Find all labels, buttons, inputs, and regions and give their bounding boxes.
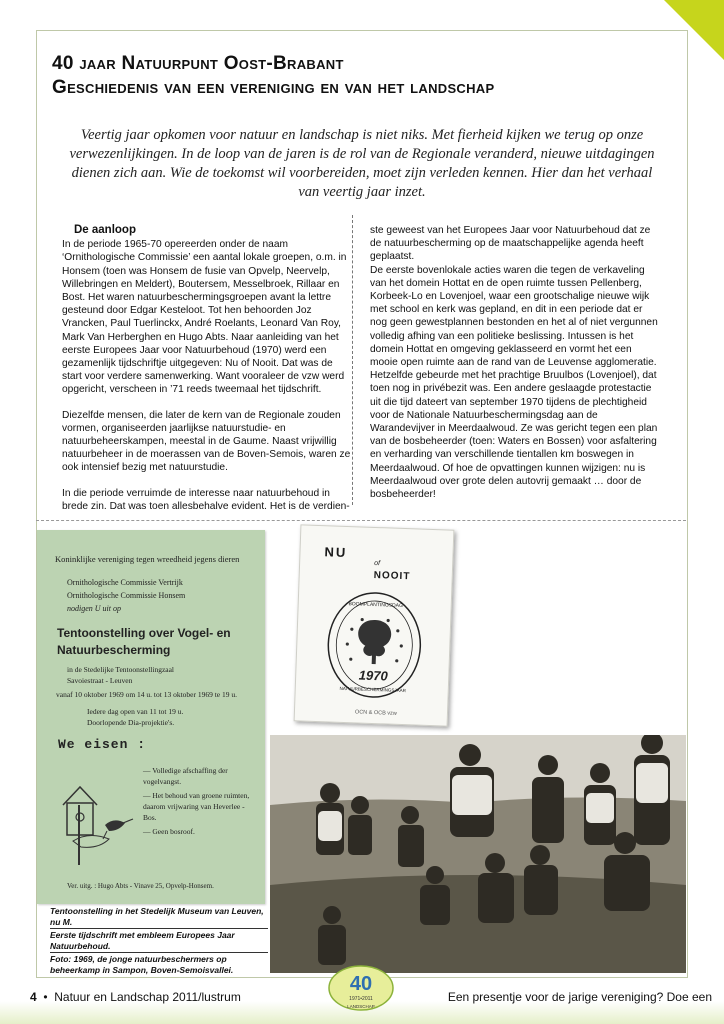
poster-dates: vanaf 10 oktober 1969 om 14 u. tot 13 oktober 1969 te 19 u. xyxy=(56,690,238,699)
poster-commissions xyxy=(67,576,185,602)
intro-paragraph: Veertig jaar opkomen voor natuur en landschap is niet niks. Met fierheid kijken we terug op onze verwezenlijkingen. In de loop van de jaren is de rol van de Regionale veranderd, nieuwe uitdagingen dienen zich aan. Wie de toekomst wil voorbereiden, moet zijn verleden kennen. Hier dan het verhaal van veertig jaar inzet. xyxy=(69,127,655,200)
section-divider xyxy=(36,520,686,521)
birdhouse-icon xyxy=(59,765,139,865)
photo-figures xyxy=(270,735,686,973)
poster-demands-title: We eisen : xyxy=(58,737,147,752)
article-paragraph: Diezelfde mensen, die later de kern van de Regionale zouden vormen, organiseerden jaarlijkse natuurstudie- en natuurbeheerskampen, meestal in de Gaume. Naast vrijwillig natuurbeheer in de moerassen van de Boven-Semois, waren ze ook intensief bezig met natuurstudie. xyxy=(62,409,351,474)
poster-venue-1: in de Stedelijke Tentoonstellingzaal xyxy=(67,665,175,674)
poster-org: Koninklijke vereniging tegen wreedheid jegens dieren xyxy=(55,554,240,564)
cover-title-nu: NU xyxy=(324,544,348,561)
article-column-left xyxy=(62,224,354,525)
cover-footer: OCN & OCB vzw xyxy=(354,709,397,717)
logo-number: 40 xyxy=(349,973,373,995)
poster-demands xyxy=(143,765,255,840)
article-column-right xyxy=(370,224,662,513)
cover-year: 1970 xyxy=(358,667,388,684)
page-footer xyxy=(0,973,724,1024)
logo-text: LANDSCHAP xyxy=(347,1004,375,1009)
poster-demand-2: — Het behoud van groene ruimten, daarom vrijwaring van Heverlee - Bos. xyxy=(143,791,250,822)
publication-name: Natuur en Landschap 2011/lustrum xyxy=(54,990,241,1004)
poster-invite: nodigen U uit op xyxy=(67,604,121,613)
cover-title-of: of xyxy=(374,559,381,568)
magazine-cover xyxy=(294,524,455,726)
section-heading: De aanloop xyxy=(74,224,136,236)
bullet-separator: • xyxy=(40,990,51,1004)
emblem-ring-top: BOOMPLANTINGSDAG xyxy=(348,601,404,609)
emblem-ring-bottom: NATUURBESCHERMINGSJAAR xyxy=(339,685,407,694)
exhibition-poster xyxy=(37,530,265,904)
poster-demand-1: — Volledige afschaffing der vogelvangst. xyxy=(143,766,228,786)
anniversary-logo xyxy=(326,958,396,1014)
title-line-1: 40 jaar Natuurpunt Oost-Brabant xyxy=(52,53,344,74)
poster-commission-1: Ornithologische Commissie Vertrijk xyxy=(67,578,183,587)
poster-open xyxy=(87,706,183,728)
logo-years: 1971•2011 xyxy=(349,996,373,1002)
photo-captions xyxy=(50,906,268,977)
poster-demand-3: — Geen bosroof. xyxy=(143,827,195,836)
poster-venue-2: Savoiestraat - Leuven xyxy=(67,676,133,685)
poster-open-2: Doorlopende Dia-projektie's. xyxy=(87,718,175,727)
poster-title xyxy=(57,625,231,659)
poster-title-1: Tentoonstelling over Vogel- en xyxy=(57,626,231,640)
poster-publisher: Ver. uitg. : Hugo Abts - Vinave 25, Opvelp-Honsem. xyxy=(67,882,214,890)
footer-continuation: Een presentje voor de jarige vereniging? Doe een xyxy=(447,990,712,1004)
title-line-2: Geschiedenis van een vereniging en van het landschap xyxy=(52,77,495,98)
article-paragraph: De eerste bovenlokale acties waren die tegen de verkaveling van het domein Hottat en de open ruimte tussen Pellenberg, Korbeek-Lo en Lovenjoel, waar een grootschalige nieuwe wijk met school en kerk was gepland, en dit in een periode dat er nog geen gewestplannen bestonden en het al of niet vergunnen volledig afhing van een politieke beslissing. Intussen is het domein Hottat en omgeving geklasseerd en vormt het een mooie open ruimte aan de rand van de Leuvense agglomeratie. Hetzelfde gebeurde met het prachtige Bruulbos (Lovenjoel), dat toen nog in privébezit was. Een andere geslaagde protestactie uit die tijd dateert van september 1970 tijdens de plechtigheid voor de Nationale Natuurbeschermingsdag aan de Warandevijver in Meerdaalwoud. Ze was gericht tegen een plan van de bosbeheerder (toen: Waters en Bossen) voor asfaltering en verharding van verschillende tientallen km boswegen in Meerdaalwoud. Of hoe de opvattingen kunnen wijzigen: nu is Meerdaalwoud over grote delen autovrij gemaakt … door de bosbeheerder! xyxy=(370,264,658,501)
poster-commission-2: Ornithologische Commissie Honsem xyxy=(67,591,186,600)
caption-item: Foto: 1969, de jonge natuurbeschermers op beheerkamp in Sampon, Boven-Semoisvallei. xyxy=(50,954,234,975)
european-conservation-year-emblem xyxy=(323,588,425,701)
article-paragraph: In die periode verruimde de interesse naar natuurbehoud in brede zin. Dat was toen allesbehalve evident. Het is de verdien- xyxy=(62,487,350,512)
poster-title-2: Natuurbescherming xyxy=(57,643,171,657)
poster-venue xyxy=(67,664,174,686)
page-title xyxy=(52,52,692,100)
group-photo-1969 xyxy=(270,735,686,973)
article-paragraph: ste geweest van het Europees Jaar voor Natuurbehoud dat ze de natuurbescherming op de maatschappelijke agenda heeft geplaatst. xyxy=(370,225,651,263)
article-paragraph: In de periode 1965-70 opereerden onder de naam ‘Ornithologische Commissie’ een aantal lokale groepen, o.m. in Honsem (toen was Honsem de fusie van Opvelp, Neervelp, Willebringen en Meldert), Boutersem, Messelbroek, Rillaar en Bost. Het waren natuurbeschermingsgroepen avant la lettre gesteund door Edgar Kesteloot. Tot hen behoorden Joz Vrancken, Paul Tuerlinckx, André Roelants, Leonard Van Roy, Mark Van Herberghen en Hugo Abts. Naar aanleiding van het eerste Europees Jaar voor Natuurbehoud (1970) werd een gezamenlijk tijdschriftje uitgegeven: Nu of Nooit. Dat was de start voor verdere samenwerking. Want vooraleer de vzw werd opgericht, verscheen in ’71 reeds tweemaal het tijdschrift. xyxy=(62,239,347,396)
caption-item: Eerste tijdschrift met embleem Europees Jaar Natuurbehoud. xyxy=(50,930,268,953)
caption-item: Tentoonstelling in het Stedelijk Museum van Leuven, nu M. xyxy=(50,906,268,929)
cover-title-nooit: NOOIT xyxy=(373,569,411,583)
poster-open-1: Iedere dag open van 11 tot 19 u. xyxy=(87,707,184,716)
page-number: 4 xyxy=(30,990,37,1004)
footer-left xyxy=(30,990,241,1004)
